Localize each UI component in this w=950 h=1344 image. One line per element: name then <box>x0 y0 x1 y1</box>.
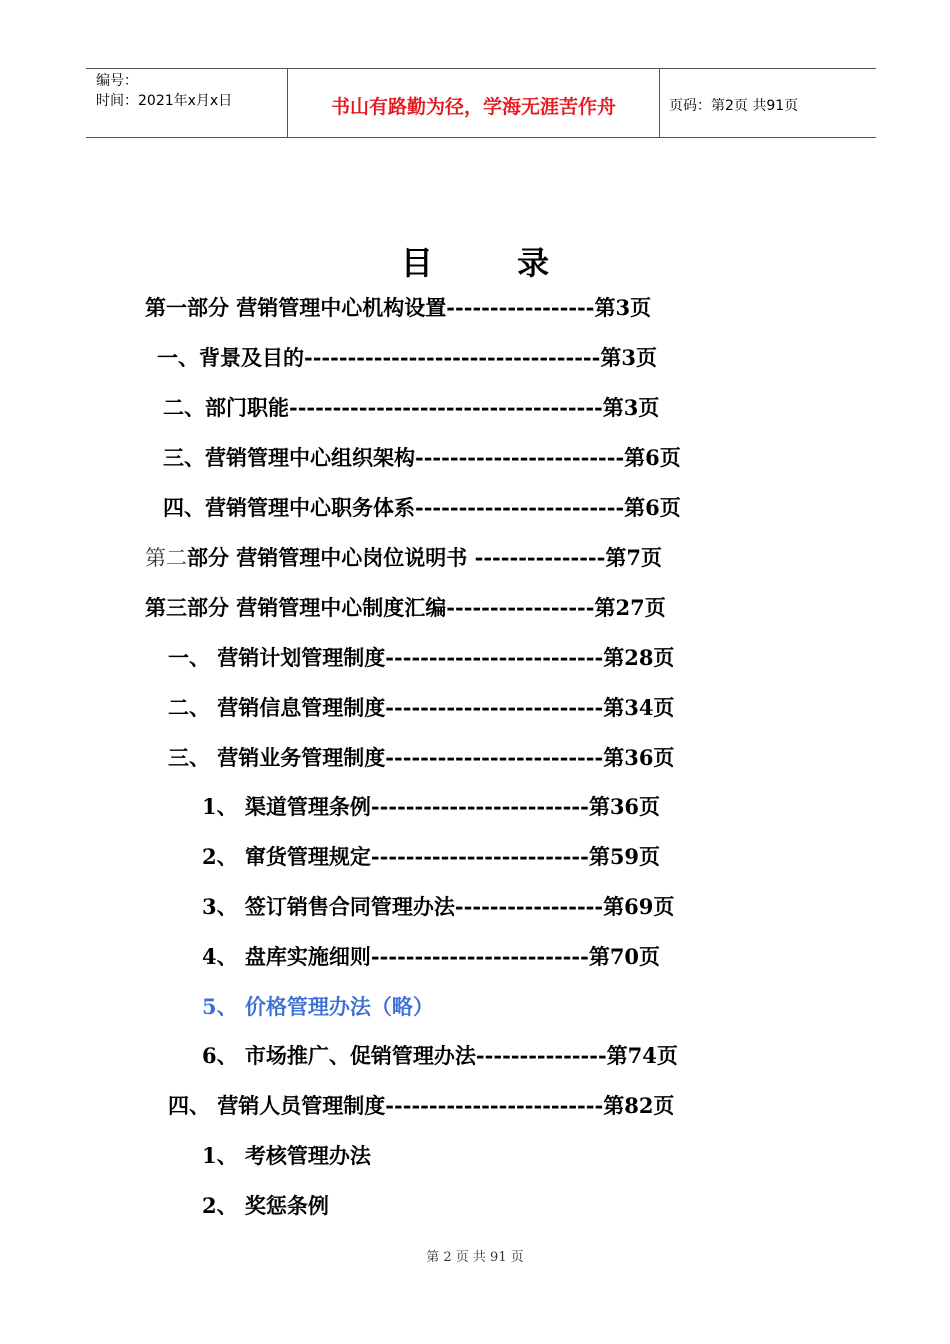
toc-entry[interactable]: 三、 营销业务管理制度-------------------------第36页 <box>168 745 675 770</box>
toc-entry[interactable]: 四、 营销人员管理制度-------------------------第82页 <box>168 1093 675 1118</box>
toc-entry-text: 部分 营销管理中心岗位说明书 ---------------第7页 <box>187 545 662 570</box>
header-meta <box>86 69 287 137</box>
time-label: 时间：2021年x月x日 <box>96 93 233 109</box>
toc-entry[interactable]: 1、 考核管理办法 <box>202 1143 371 1168</box>
toc-entry[interactable]: 一、 营销计划管理制度-------------------------第28页 <box>168 645 675 670</box>
page-footer: 第 2 页 共 91 页 <box>426 1250 524 1265</box>
number-label: 编号： <box>96 73 138 89</box>
toc-entry[interactable]: 2、 窜货管理规定-------------------------第59页 <box>202 844 661 869</box>
title-char-2: 录 <box>517 244 550 282</box>
toc-entry[interactable]: 三、营销管理中心组织架构------------------------第6页 <box>163 445 681 470</box>
toc-entry[interactable]: 第一部分 营销管理中心机构设置-----------------第3页 <box>145 295 652 320</box>
toc-entry[interactable]: 3、 签订销售合同管理办法-----------------第69页 <box>202 894 675 919</box>
page-header <box>86 68 876 138</box>
header-page-info: 页码：第2页 共91页 <box>669 98 799 114</box>
toc-entry[interactable]: 1、 渠道管理条例-------------------------第36页 <box>202 794 661 819</box>
toc-entry[interactable]: 第三部分 营销管理中心制度汇编-----------------第27页 <box>145 595 666 620</box>
page-title <box>0 238 950 284</box>
toc-entry[interactable]: 4、 盘库实施细则-------------------------第70页 <box>202 944 661 969</box>
toc-entry[interactable] <box>145 543 662 573</box>
toc-entry[interactable]: 二、部门职能------------------------------------第3页 <box>163 395 660 420</box>
toc-entry[interactable]: 2、 奖惩条例 <box>202 1193 329 1218</box>
toc-entry[interactable]: 四、营销管理中心职务体系------------------------第6页 <box>163 495 681 520</box>
header-motto: 书山有路勤为径，学海无涯苦作舟 <box>287 69 660 137</box>
toc-entry-highlighted[interactable]: 5、 价格管理办法（略） <box>202 994 434 1019</box>
toc-entry-prefix: 第二 <box>145 546 187 570</box>
toc-entry[interactable]: 一、背景及目的----------------------------------第3页 <box>157 345 657 370</box>
toc-entry[interactable]: 6、 市场推广、促销管理办法---------------第74页 <box>202 1043 678 1068</box>
toc-entry[interactable]: 二、 营销信息管理制度-------------------------第34页 <box>168 695 675 720</box>
title-char-1: 目 <box>400 244 433 282</box>
